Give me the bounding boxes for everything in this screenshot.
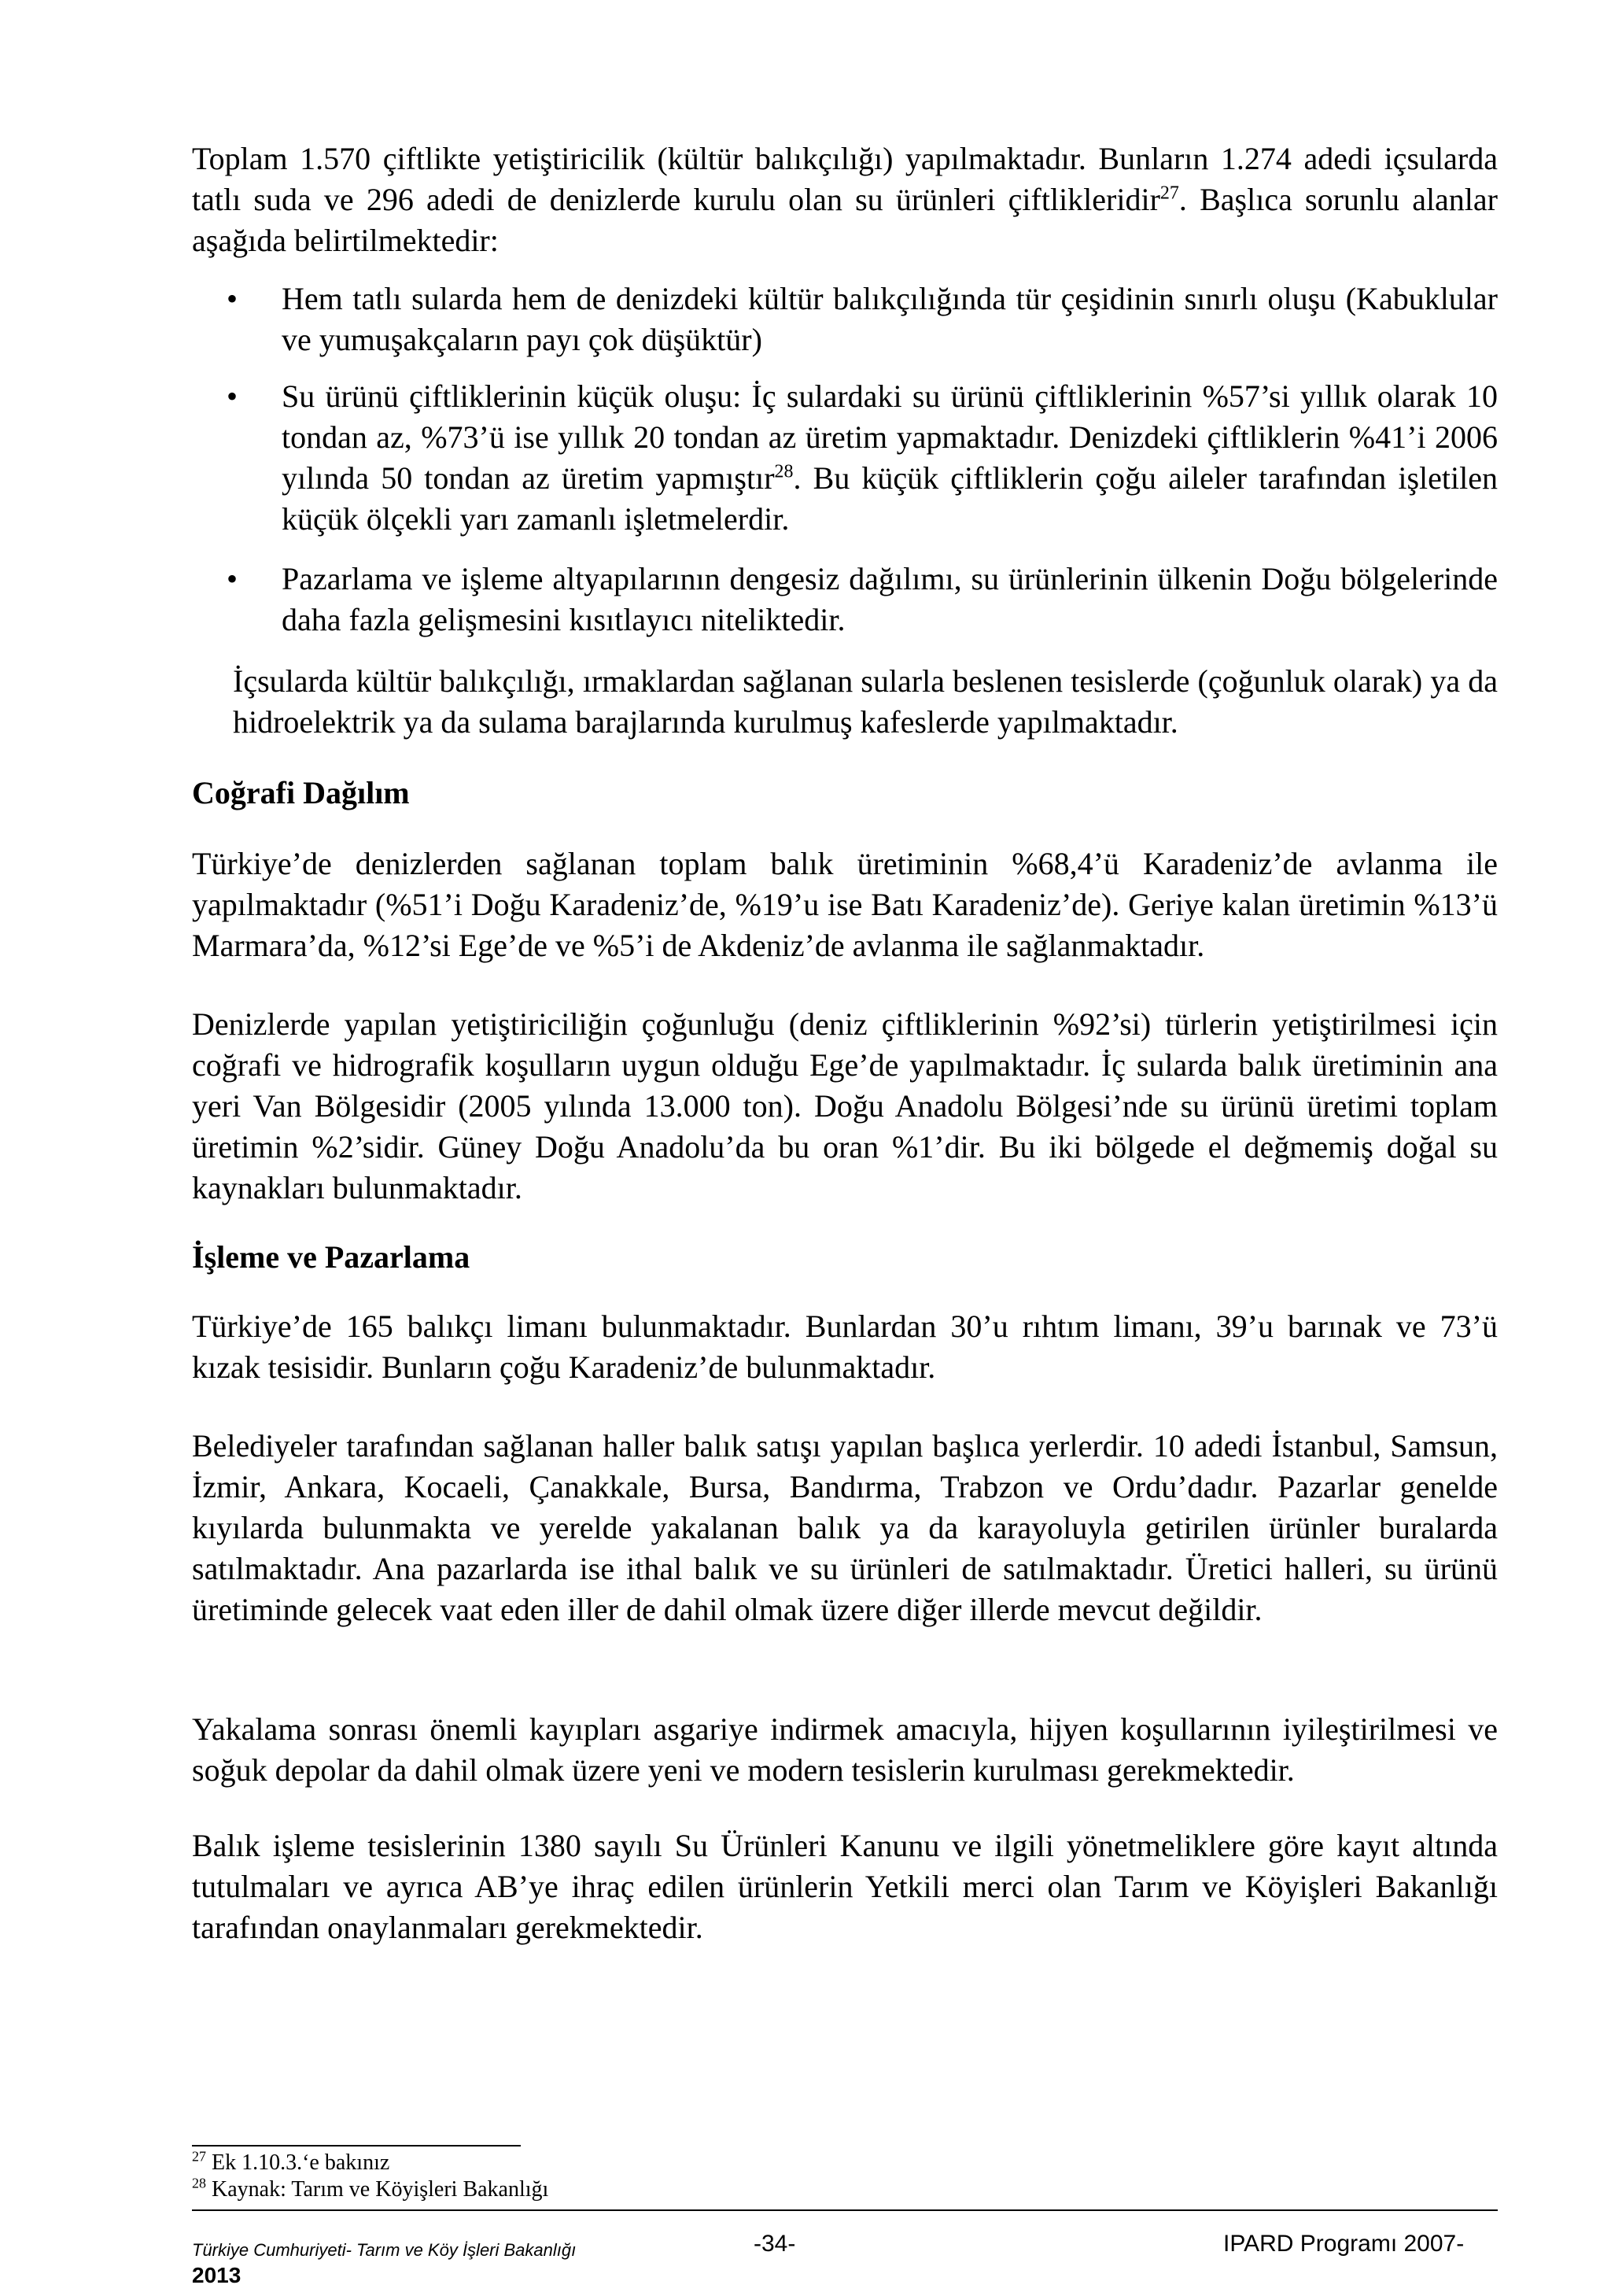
- bullet-text-part: Su ürünü çiftliklerinin küçük oluşu: İç sulardaki su ürünü çiftliklerinin %57’si yıllık olarak 10 tondan az, %73’ü ise yıllık 20 tondan az üretim yapmaktadır. Denizdeki çiftliklerin %41’i 2006 yılında 50 tondan az üretim yapmıştır: [282, 378, 1498, 496]
- footnote-number: 27: [192, 2148, 206, 2165]
- bullet-dot: •: [227, 281, 238, 316]
- bullet-text: Hem tatlı sularda hem de denizdeki kültür balıkçılığında tür çeşidinin sınırlı oluşu (Kabuklular ve yumuşakçaların payı çok düşüktür): [282, 281, 1498, 357]
- footnote-separator: [192, 2145, 521, 2147]
- paragraph: Balık işleme tesislerinin 1380 sayılı Su Ürünleri Kanunu ve ilgili yönetmeliklere göre kayıt altında tutulmaları ve ayrıca AB’ye ihraç edilen ürünlerin Yetkili merci olan Tarım ve Köyişleri Bakanlığı tarafından onaylanmaları gerekmektedir.: [192, 1828, 1498, 1945]
- section-heading: İşleme ve Pazarlama: [192, 1239, 470, 1275]
- paragraph: Türkiye’de 165 balıkçı limanı bulunmaktadır. Bunlardan 30’u rıhtım limanı, 39’u barınak ve 73’ü kızak tesisidir. Bunların çoğu Karadeniz’de bulunmaktadır.: [192, 1309, 1498, 1385]
- bullet-text: Pazarlama ve işleme altyapılarının dengesiz dağılımı, su ürünlerinin ülkenin Doğu bölgelerinde daha fazla gelişmesini kısıtlayıcı niteliktedir.: [282, 561, 1498, 637]
- bullet-dot: •: [227, 378, 238, 414]
- footer-program-title: IPARD Programı 2007-: [1223, 2231, 1465, 2257]
- bullet-item: [192, 376, 1498, 540]
- footnote-ref-28: 28: [774, 461, 794, 482]
- paragraph: Türkiye’de denizlerden sağlanan toplam balık üretiminin %68,4’ü Karadeniz’de avlanma ile yapılmaktadır (%51’i Doğu Karadeniz’de, %19’u ise Batı Karadeniz’de). Geriye kalan üretimin %13’ü Marmara’da, %12’si Ege’de ve %5’i de Akdeniz’de avlanma ile sağlanmaktadır.: [192, 846, 1498, 963]
- footer-separator: [192, 2209, 1498, 2211]
- intro-text-continued: . Başlıca sorunlu alanlar aşağıda belirtilmektedir:: [192, 182, 1498, 258]
- bullet-item: [192, 559, 1498, 640]
- footnote-text: Kaynak: Tarım ve Köyişleri Bakanlığı: [212, 2177, 549, 2202]
- paragraph: Yakalama sonrası önemli kayıpları asgariye indirmek amacıyla, hijyen koşullarının iyileştirilmesi ve soğuk depolar da dahil olmak üzere yeni ve modern tesislerin kurulması gerekmektedir.: [192, 1711, 1498, 1788]
- section-heading: Coğrafi Dağılım: [192, 775, 410, 810]
- footnote: [192, 2176, 548, 2203]
- bullet-text: [282, 376, 1498, 540]
- bullet-text-part: . Bu küçük çiftliklerin çoğu aileler tarafından işletilen küçük ölçekli yarı zamanlı işletmelerdir.: [282, 460, 1498, 537]
- footer-ministry: Türkiye Cumhuriyeti- Tarım ve Köy İşleri Bakanlığı: [192, 2240, 577, 2260]
- footnote-text: Ek 1.10.3.‘e bakınız: [212, 2150, 390, 2175]
- footer-year: 2013: [192, 2263, 241, 2287]
- paragraph: Belediyeler tarafından sağlanan haller balık satışı yapılan başlıca yerlerdir. 10 adedi İstanbul, Samsun, İzmir, Ankara, Kocaeli, Çanakkale, Bursa, Bandırma, Trabzon ve Ordu’dadır. Pazarlar genelde kıyılarda bulunmakta ve yerelde yakalanan balık ya da karayoluyla getirilen ürünler buralarda satılmaktadır. Ana pazarlarda ise ithal balık ve su ürünleri de satılmaktadır. Üretici halleri, su ürünü üretiminde gelecek vaat eden iller de dahil olmak üzere diğer illerde mevcut değildir.: [192, 1428, 1498, 1627]
- footnote-ref-27: 27: [1159, 183, 1179, 204]
- footnote-number: 28: [192, 2175, 206, 2191]
- page-number: -34-: [754, 2231, 796, 2257]
- after-bullets-paragraph: İçsularda kültür balıkçılığı, ırmaklardan sağlanan sularla beslenen tesislerde (çoğunluk olarak) ya da hidroelektrik ya da sulama barajlarında kurulmuş kafeslerde yapılmaktadır.: [233, 663, 1498, 740]
- bullet-dot: •: [227, 561, 238, 596]
- bullet-item: [192, 279, 1498, 360]
- footnote: [192, 2150, 389, 2176]
- intro-text: Toplam 1.570 çiftlikte yetiştiricilik (kültür balıkçılığı) yapılmaktadır. Bunların 1.274 adedi içsularda tatlı suda ve 296 adedi de denizlerde kurulu olan su ürünleri çiftlikleridir: [192, 141, 1498, 217]
- paragraph: Denizlerde yapılan yetiştiriciliğin çoğunluğu (deniz çiftliklerinin %92’si) türlerin yetiştirilmesi için coğrafi ve hidrografik koşulların uygun olduğu Ege’de yapılmaktadır. İç sularda balık üretiminin ana yeri Van Bölgesidir (2005 yılında 13.000 ton). Doğu Anadolu Bölgesi’nde su ürünü üretimi toplam üretimin %2’sidir. Güney Doğu Anadolu’da bu oran %1’dir. Bu iki bölgede el değmemiş doğal su kaynakları bulunmaktadır.: [192, 1006, 1498, 1205]
- intro-paragraph: [192, 138, 1498, 261]
